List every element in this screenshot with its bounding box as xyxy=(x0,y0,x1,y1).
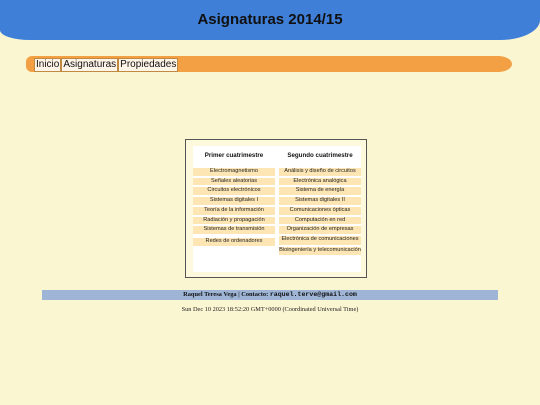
date-line: Sun Dec 10 2023 18:52:20 GMT+0000 (Coordinated Universal Time) xyxy=(181,306,359,313)
subjects-table-inner xyxy=(193,146,361,272)
subject-cell[interactable]: Señales aleatorias xyxy=(193,178,275,186)
nav-link-asignaturas[interactable]: Asignaturas xyxy=(63,59,117,70)
subject-cell[interactable]: Sistemas de transmisión xyxy=(193,226,275,234)
subject-cell[interactable]: Computación en red xyxy=(279,217,361,225)
subject-cell[interactable]: Sistemas digitales II xyxy=(279,197,361,205)
first-semester-column xyxy=(193,146,275,246)
subject-cell[interactable]: Redes de ordenadores xyxy=(193,238,275,246)
nav-link-propiedades[interactable]: Propiedades xyxy=(120,59,177,70)
footer-separator: | xyxy=(236,291,242,298)
subject-cell[interactable]: Circuitos electrónicos xyxy=(193,187,275,195)
subject-cell[interactable]: Sistema de energía xyxy=(279,187,361,195)
subject-cell[interactable]: Sistemas digitales I xyxy=(193,197,275,205)
second-semester-column xyxy=(279,146,361,255)
subject-cell[interactable]: Análisis y diseño de circuitos xyxy=(279,168,361,176)
subject-cell[interactable]: Comunicaciones ópticas xyxy=(279,207,361,215)
second-semester-header: Segundo cuatrimestre xyxy=(287,152,353,159)
first-semester-header: Primer cuatrimestre xyxy=(204,152,264,159)
subject-cell[interactable]: Radiación y propagación xyxy=(193,217,275,225)
subject-cell[interactable]: Electrónica de comunicaciones xyxy=(279,236,361,245)
footer-contact xyxy=(42,290,498,300)
subject-cell[interactable]: Bioingeniería y telecomunicación xyxy=(279,247,361,256)
subject-cell[interactable]: Teoría de la información xyxy=(193,207,275,215)
nav-link-inicio[interactable]: Inicio xyxy=(36,59,60,70)
footer-email-link[interactable]: raquel.terve@gmail.com xyxy=(269,291,357,298)
page-title: Asignaturas 2014/15 xyxy=(197,11,343,28)
subject-cell[interactable]: Electromagnetismo xyxy=(193,168,275,176)
subjects-table xyxy=(185,139,367,278)
footer-author: Raquel Teresa Vega xyxy=(183,291,237,298)
footer-contact-label: Contacto: xyxy=(241,291,270,298)
nav-links xyxy=(34,58,178,72)
subject-cell[interactable]: Electrónica analógica xyxy=(279,178,361,186)
subject-cell[interactable]: Organización de empresas xyxy=(279,226,361,234)
